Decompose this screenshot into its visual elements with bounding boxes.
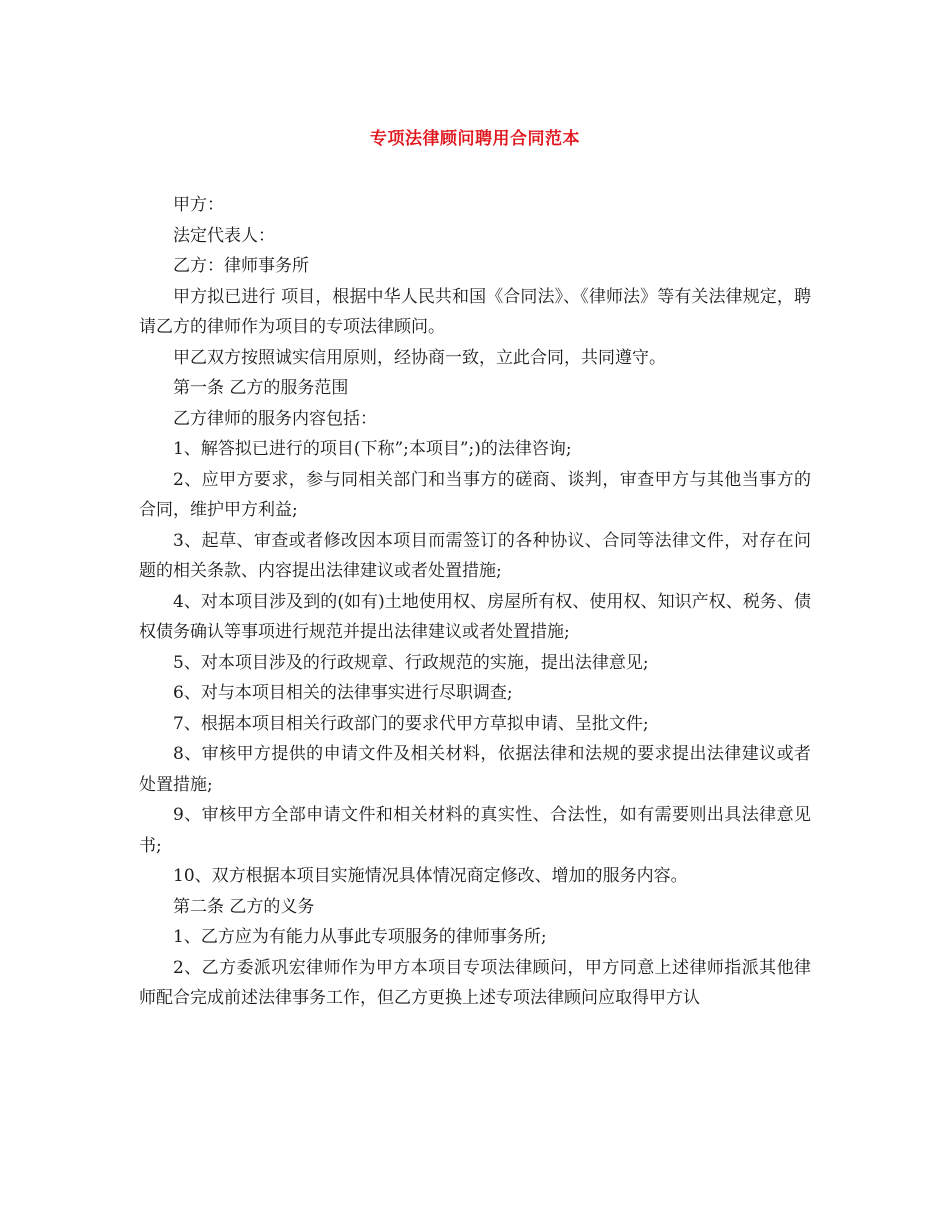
- list-item: 1、解答拟已进行的项目(下称”;本项目”;)的法律咨询;: [173, 439, 572, 459]
- paragraph: 乙方：律师事务所: [173, 256, 309, 276]
- list-item: 7、根据本项目相关行政部门的要求代甲方草拟申请、呈批文件;: [173, 713, 649, 734]
- list-item: 2、应甲方要求，参与同相关部门和当事方的磋商、谈判，审查甲方与其他当事方的合同，维护甲方利益;: [139, 469, 811, 520]
- paragraph: 乙方律师的服务内容包括：: [173, 408, 377, 429]
- paragraph: 甲方拟已进行 项目，根据中华人民共和国《合同法》、《律师法》等有关法律规定，聘请乙方的律师作为项目的专项法律顾问。: [139, 286, 811, 337]
- list-item: 4、对本项目涉及到的(如有)土地使用权、房屋所有权、使用权、知识产权、税务、债权债务确认等事项进行规范并提出法律建议或者处置措施;: [139, 591, 811, 642]
- section-heading: 第二条 乙方的义务: [173, 896, 315, 917]
- list-item: 5、对本项目涉及的行政规章、行政规范的实施，提出法律意见;: [173, 652, 649, 673]
- list-item: 3、起草、审查或者修改因本项目而需签订的各种协议、合同等法律文件，对存在问题的相关条款、内容提出法律建议或者处置措施;: [139, 530, 811, 581]
- section-heading: 第一条 乙方的服务范围: [173, 378, 349, 398]
- list-item: 8、审核甲方提供的申请文件及相关材料，依据法律和法规的要求提出法律建议或者处置措施;: [139, 744, 811, 795]
- document-title: 专项法律顾问聘用合同范本: [370, 129, 580, 149]
- list-item: 1、乙方应为有能力从事此专项服务的律师事务所;: [173, 927, 547, 947]
- list-item: 6、对与本项目相关的法律事实进行尽职调查;: [173, 683, 513, 703]
- list-item: 2、乙方委派巩宏律师作为甲方本项目专项法律顾问，甲方同意上述律师指派其他律师配合完成前述法律事务工作，但乙方更换上述专项法律顾问应取得甲方认: [139, 957, 811, 1008]
- paragraph: 法定代表人：: [173, 225, 275, 246]
- list-item: 10、双方根据本项目实施情况具体情况商定修改、增加的服务内容。: [173, 866, 688, 886]
- document-body: [139, 190, 811, 1014]
- list-item: 9、审核甲方全部申请文件和相关材料的真实性、合法性，如有需要则出具法律意见书;: [139, 805, 811, 856]
- paragraph: 甲乙双方按照诚实信用原则，经协商一致，立此合同，共同遵守。: [173, 347, 666, 368]
- paragraph: 甲方：: [173, 195, 224, 215]
